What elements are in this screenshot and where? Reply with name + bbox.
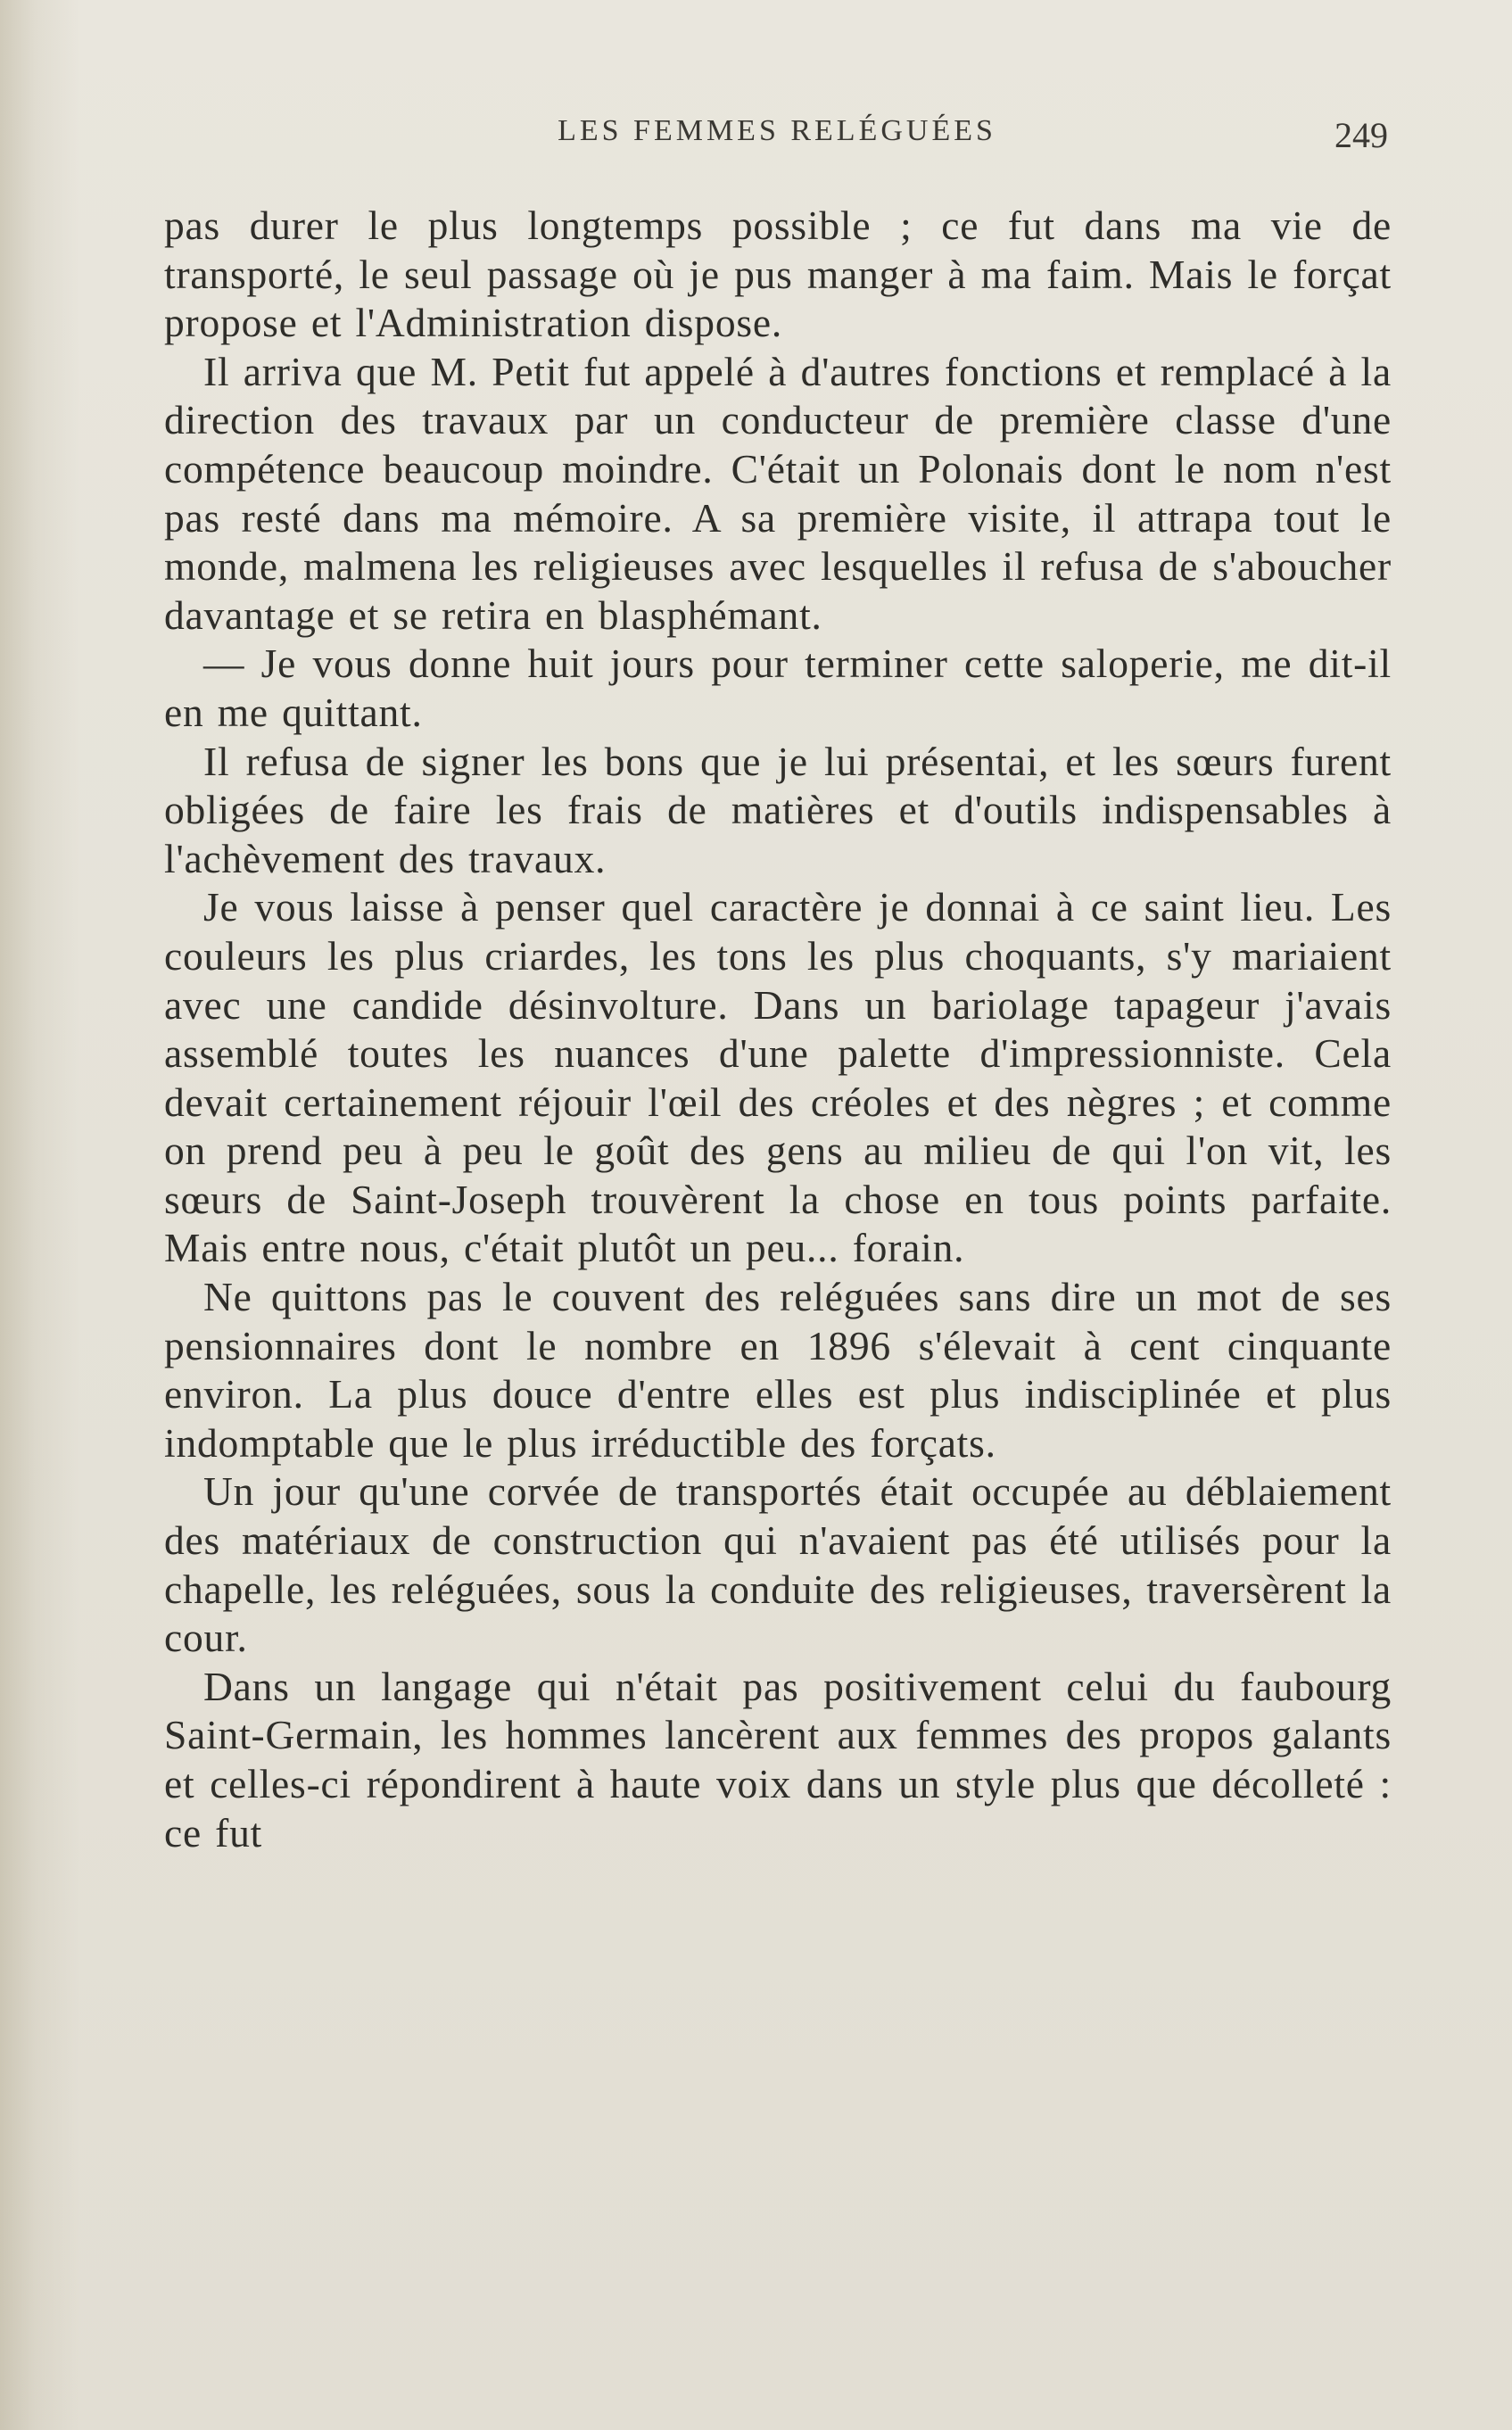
paragraph: Il refusa de signer les bons que je lui présentai, et les sœurs furent obligées de faire les frais de matières et d'outils indispensables à l'achèvement des travaux. <box>164 738 1392 881</box>
page-number: 249 <box>1334 115 1388 155</box>
paragraph: — Je vous donne huit jours pour terminer cette saloperie, me dit-il en me quittant. <box>164 641 1392 735</box>
running-header <box>166 114 1388 161</box>
paragraph: Ne quittons pas le couvent des reléguées sans dire un mot de ses pensionnaires dont le nombre en 1896 s'élevait à cent cinquante environ. La plus douce d'entre elles est plus indisciplinée et plus indomptable que le plus irréductible des forçats. <box>164 1274 1392 1466</box>
paragraph: Il arriva que M. Petit fut appelé à d'autres fonctions et remplacé à la direction des travaux par un conducteur de première classe d'une compétence beaucoup moindre. C'était un Polonais dont le nom n'est pas resté dans ma mémoire. A sa première visite, il attrapa tout le monde, malmena les religieuses avec lesquelles il refusa de s'aboucher davantage et se retira en blasphémant. <box>164 348 1392 638</box>
paragraph: Dans un langage qui n'était pas positivement celui du faubourg Saint-Germain, les hommes lancèrent aux femmes des propos galants et celles-ci répondirent à haute voix dans un style plus que décolleté : ce fut <box>164 1663 1392 1856</box>
paragraph: Je vous laisse à penser quel caractère je donnai à ce saint lieu. Les couleurs les plus criardes, les tons les plus choquants, s'y mariaient avec une candide désinvolture. Dans un bariolage tapageur j'avais assemblé toutes les nuances d'une palette d'impressionniste. Cela devait certainement réjouir l'œil des créoles et des nègres ; et comme on prend peu à peu le goût des gens au milieu de qui l'on vit, les sœurs de Saint-Joseph trouvèrent la chose en tous points parfaite. Mais entre nous, c'était plutôt un peu... forain. <box>164 884 1392 1271</box>
paragraph: Un jour qu'une corvée de transportés était occupée au déblaiement des matériaux de construction qui n'avaient pas été utilisés pour la chapelle, les reléguées, sous la conduite des religieuses, traversèrent la cour. <box>164 1468 1392 1661</box>
body-text <box>164 202 1392 1857</box>
paragraph: pas durer le plus longtemps possible ; ce fut dans ma vie de transporté, le seul passage où je pus manger à ma faim. Mais le forçat propose et l'Administration dispose. <box>164 202 1392 346</box>
running-title: LES FEMMES RELÉGUÉES <box>558 114 996 147</box>
